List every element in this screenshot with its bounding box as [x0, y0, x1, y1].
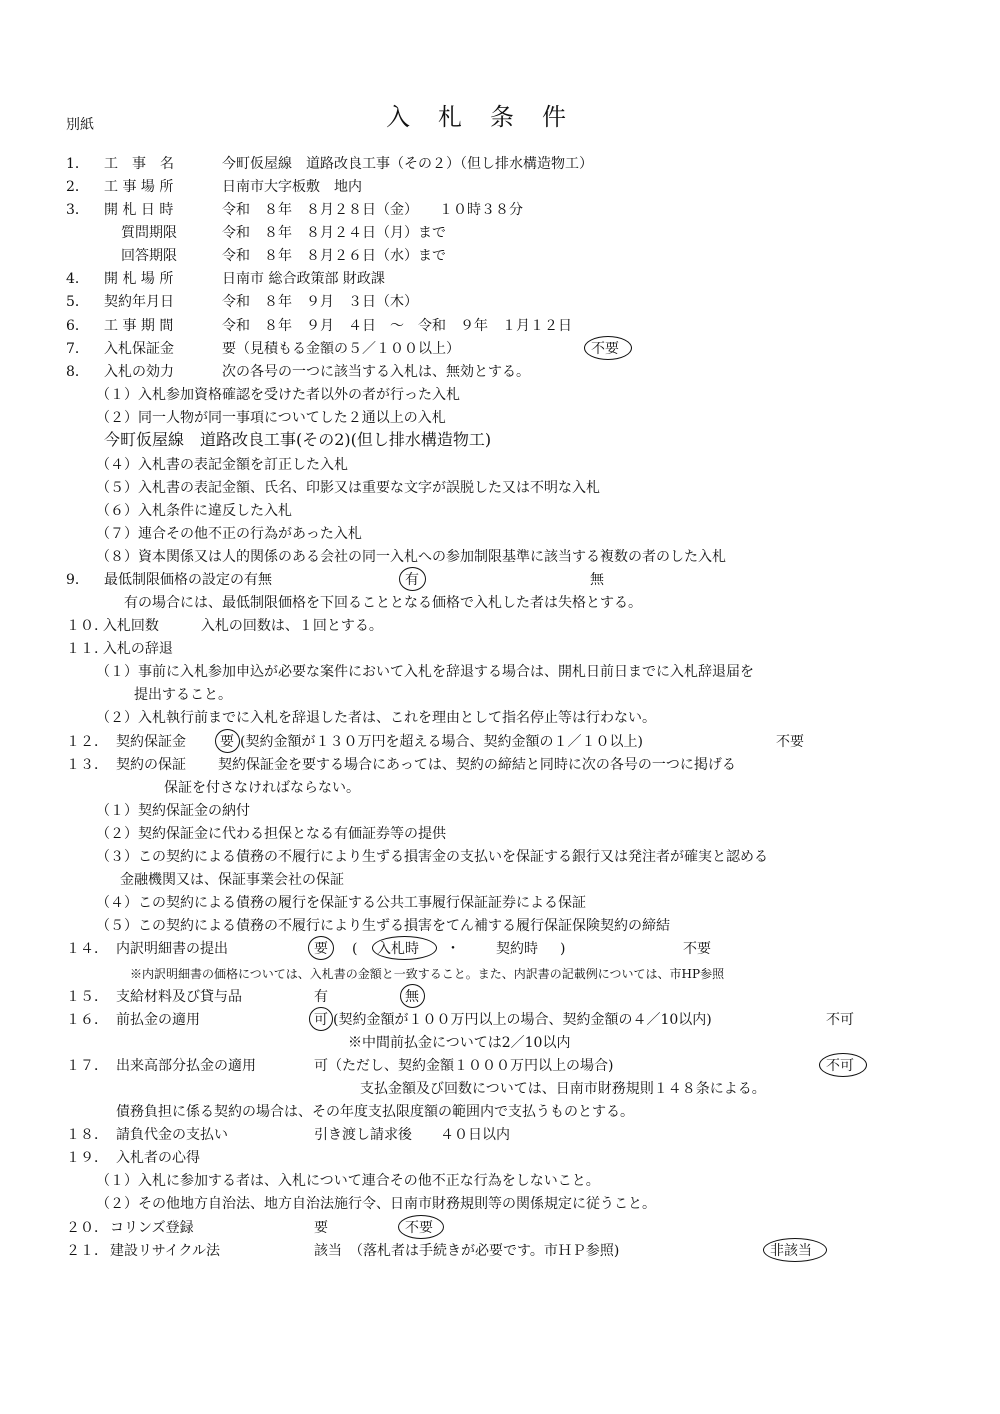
progress-payment-not-allowed: 不可 [826, 1058, 854, 1074]
section-5-label: 契約年月日 [104, 294, 174, 310]
selection-circle [309, 1007, 333, 1031]
project-name: 今町仮屋線 道路改良工事（その２）（但し排水構造物工） [222, 156, 593, 172]
section-17-number: １７． [66, 1058, 108, 1074]
supplied-materials-yes: 有 [314, 989, 328, 1005]
section-20-label: コリンズ登録 [110, 1220, 194, 1236]
section-20-number: ２０． [66, 1220, 108, 1236]
list-item: （１）事前に入札参加申込が必要な案件において入札を辞退する場合は、開札日前日までに入札辞退届を [96, 664, 754, 680]
performance-bond-not-required: 不要 [776, 734, 804, 750]
section-13-label: 契約の保証 [116, 757, 186, 773]
section-3-number: 3． [66, 202, 89, 218]
attachment-label: 別紙 [66, 117, 94, 133]
corins-not-required: 不要 [405, 1220, 433, 1236]
selection-circle [399, 567, 426, 591]
section-18-label: 請負代金の支払い [116, 1127, 228, 1143]
list-item: 今町仮屋線 道路改良工事(その2)(但し排水構造物工) [104, 430, 492, 449]
progress-payment-note: 支払金額及び回数については、日南市財務規則１４８条による。 [360, 1081, 766, 1097]
payment-terms: 引き渡し請求後 ４０日以内 [314, 1127, 510, 1143]
selection-circle [584, 336, 632, 360]
min-price-yes: 有 [405, 572, 419, 588]
bid-validity-text: 次の各号の一つに該当する入札は、無効とする。 [222, 364, 530, 380]
selection-circle [308, 936, 334, 960]
section-4-label: 開 札 場 所 [104, 271, 174, 287]
list-item: （８）資本関係又は人的関係のある会社の同一入札への参加制限基準に該当する複数の者のした入札 [96, 549, 726, 565]
opening-place: 日南市 総合政策部 財政課 [222, 271, 385, 287]
paren-open: ( [352, 941, 358, 957]
selection-circle [819, 1053, 867, 1077]
section-6-number: 6． [66, 318, 89, 334]
separator-dot: ・ [446, 941, 460, 957]
supplied-materials-no: 無 [405, 989, 419, 1005]
selection-circle [215, 729, 240, 753]
min-price-no: 無 [590, 572, 604, 588]
performance-bond-condition: (契約金額が１３０万円を超える場合、契約金額の１／１０以上) [240, 734, 643, 750]
section-12-number: １２． [66, 734, 108, 750]
section-17-label: 出来高部分払金の適用 [116, 1058, 256, 1074]
section-2-label: 工 事 場 所 [104, 179, 174, 195]
section-12-label: 契約保証金 [116, 734, 186, 750]
section-2-number: 2． [66, 179, 89, 195]
list-item: （２）入札執行前までに入札を辞退した者は、これを理由として指名停止等は行わない。 [96, 710, 656, 726]
advance-payment-allowed: 可 [314, 1012, 328, 1028]
section-14-number: １４． [66, 941, 108, 957]
section-13-number: １３． [66, 757, 108, 773]
section-10: １０. 入札回数 入札の回数は、１回とする。 [66, 618, 383, 634]
section-3-label: 開 札 日 時 [104, 202, 174, 218]
selection-circle [398, 1215, 444, 1239]
section-6-label: 工 事 期 間 [104, 318, 174, 334]
page-title: 入 札 条 件 [386, 103, 568, 131]
section-19-number: １９． [66, 1150, 108, 1166]
section-7-number: 7． [66, 341, 89, 357]
project-location: 日南市大字板敷 地内 [222, 179, 362, 195]
list-item: （４）入札書の表記金額を訂正した入札 [96, 457, 348, 473]
list-item-continuation: 金融機関又は、保証事業会社の保証 [120, 872, 344, 888]
list-item: （２）契約保証金に代わる担保となる有価証券等の提供 [96, 826, 446, 842]
contract-guarantee-text: 契約保証金を要する場合にあっては、契約の締結と同時に次の各号の一つに掲げる [218, 757, 736, 773]
list-item: （５）入札書の表記金額、氏名、印影又は重要な文字が誤脱した又は不明な入札 [96, 480, 600, 496]
answer-deadline-label: 回答期限 [121, 248, 177, 264]
section-9-label: 最低制限価格の設定の有無 [104, 572, 272, 588]
breakdown-required: 要 [314, 941, 328, 957]
list-item: （５）この契約による債務の不履行により生ずる損害をてん補する履行保証保険契約の締結 [96, 918, 670, 934]
list-item-continuation: 提出すること。 [134, 687, 232, 703]
list-item: （１）入札参加資格確認を受けた者以外の者が行った入札 [96, 387, 460, 403]
section-15-number: １５． [66, 989, 108, 1005]
breakdown-at-bid: 入札時 [377, 941, 419, 957]
section-8-label: 入札の効力 [104, 364, 174, 380]
progress-payment-condition: 可（ただし、契約金額１０００万円以上の場合) [314, 1058, 614, 1074]
section-21-number: ２１． [66, 1243, 108, 1259]
section-4-number: 4． [66, 271, 89, 287]
contract-guarantee-text-cont: 保証を付さなければならない。 [164, 780, 360, 796]
breakdown-note: ※内訳明細書の価格については、入札書の金額と一致すること。また、内訳書の記載例については、市HP参照 [130, 967, 725, 981]
corins-required: 要 [314, 1220, 328, 1236]
section-15-label: 支給材料及び貸与品 [116, 989, 242, 1005]
section-1-number: 1． [66, 156, 89, 172]
breakdown-at-contract: 契約時 [496, 941, 538, 957]
list-item: （２）その他地方自治法、地方自治法施行令、日南市財務規則等の関係規定に従うこと。 [96, 1196, 656, 1212]
section-1-label: 工 事 名 [104, 156, 174, 172]
recycling-law-applicable: 該当 （落札者は手続きが必要です。市ＨＰ参照) [314, 1243, 620, 1259]
list-item: （３）この契約による債務の不履行により生ずる損害金の支払いを保証する銀行又は発注者が確実と認める [96, 849, 768, 865]
performance-bond-required: 要 [220, 734, 234, 750]
section-16-number: １６． [66, 1012, 108, 1028]
list-item: （６）入札条件に違反した入札 [96, 503, 292, 519]
section-21-label: 建設リサイクル法 [110, 1243, 221, 1259]
bid-bond-not-required: 不要 [591, 341, 619, 357]
section-19-label: 入札者の心得 [116, 1150, 200, 1166]
answer-deadline: 令和 ８年 ８月２６日（水）まで [222, 248, 446, 264]
selection-circle [400, 984, 425, 1008]
opening-datetime: 令和 ８年 ８月２８日（金） １０時３８分 [222, 202, 523, 218]
list-item: （２）同一人物が同一事項についてした２通以上の入札 [96, 410, 446, 426]
selection-circle [372, 936, 437, 960]
question-deadline: 令和 ８年 ８月２４日（月）まで [222, 225, 446, 241]
section-9-number: 9． [66, 572, 89, 588]
list-item: （４）この契約による債務の履行を保証する公共工事履行保証証券による保証 [96, 895, 586, 911]
advance-payment-not-allowed: 不可 [826, 1012, 854, 1028]
section-11-heading: １１. 入札の辞退 [66, 641, 173, 657]
recycling-law-not-applicable: 非該当 [770, 1243, 812, 1259]
list-item: （１）入札に参加する者は、入札について連合その他不正な行為をしないこと。 [96, 1173, 600, 1189]
section-8-number: 8． [66, 364, 89, 380]
paren-close: ) [560, 941, 566, 957]
section-7-label: 入札保証金 [104, 341, 174, 357]
advance-payment-condition: (契約金額が１００万円以上の場合、契約金額の４／10以内) [333, 1012, 712, 1028]
interim-advance-note: ※中間前払金については2／10以内 [348, 1035, 571, 1051]
section-16-label: 前払金の適用 [116, 1012, 200, 1028]
debt-burden-note: 債務負担に係る契約の場合は、その年度支払限度額の範囲内で支払うものとする。 [116, 1104, 634, 1120]
section-14-label: 内訳明細書の提出 [116, 941, 228, 957]
bid-bond-required: 要（見積もる金額の５／１００以上） [222, 341, 460, 357]
contract-date: 令和 ８年 ９月 ３日（木） [222, 294, 418, 310]
question-deadline-label: 質問期限 [121, 225, 177, 241]
construction-period: 令和 ８年 ９月 ４日 ～ 令和 ９年 １月１２日 [222, 318, 572, 334]
selection-circle [763, 1238, 827, 1262]
section-5-number: 5． [66, 294, 89, 310]
breakdown-not-required: 不要 [683, 941, 711, 957]
section-18-number: １８． [66, 1127, 108, 1143]
list-item: （７）連合その他不正の行為があった入札 [96, 526, 362, 542]
min-price-note: 有の場合には、最低制限価格を下回ることとなる価格で入札した者は失格とする。 [124, 595, 642, 611]
list-item: （１）契約保証金の納付 [96, 803, 250, 819]
